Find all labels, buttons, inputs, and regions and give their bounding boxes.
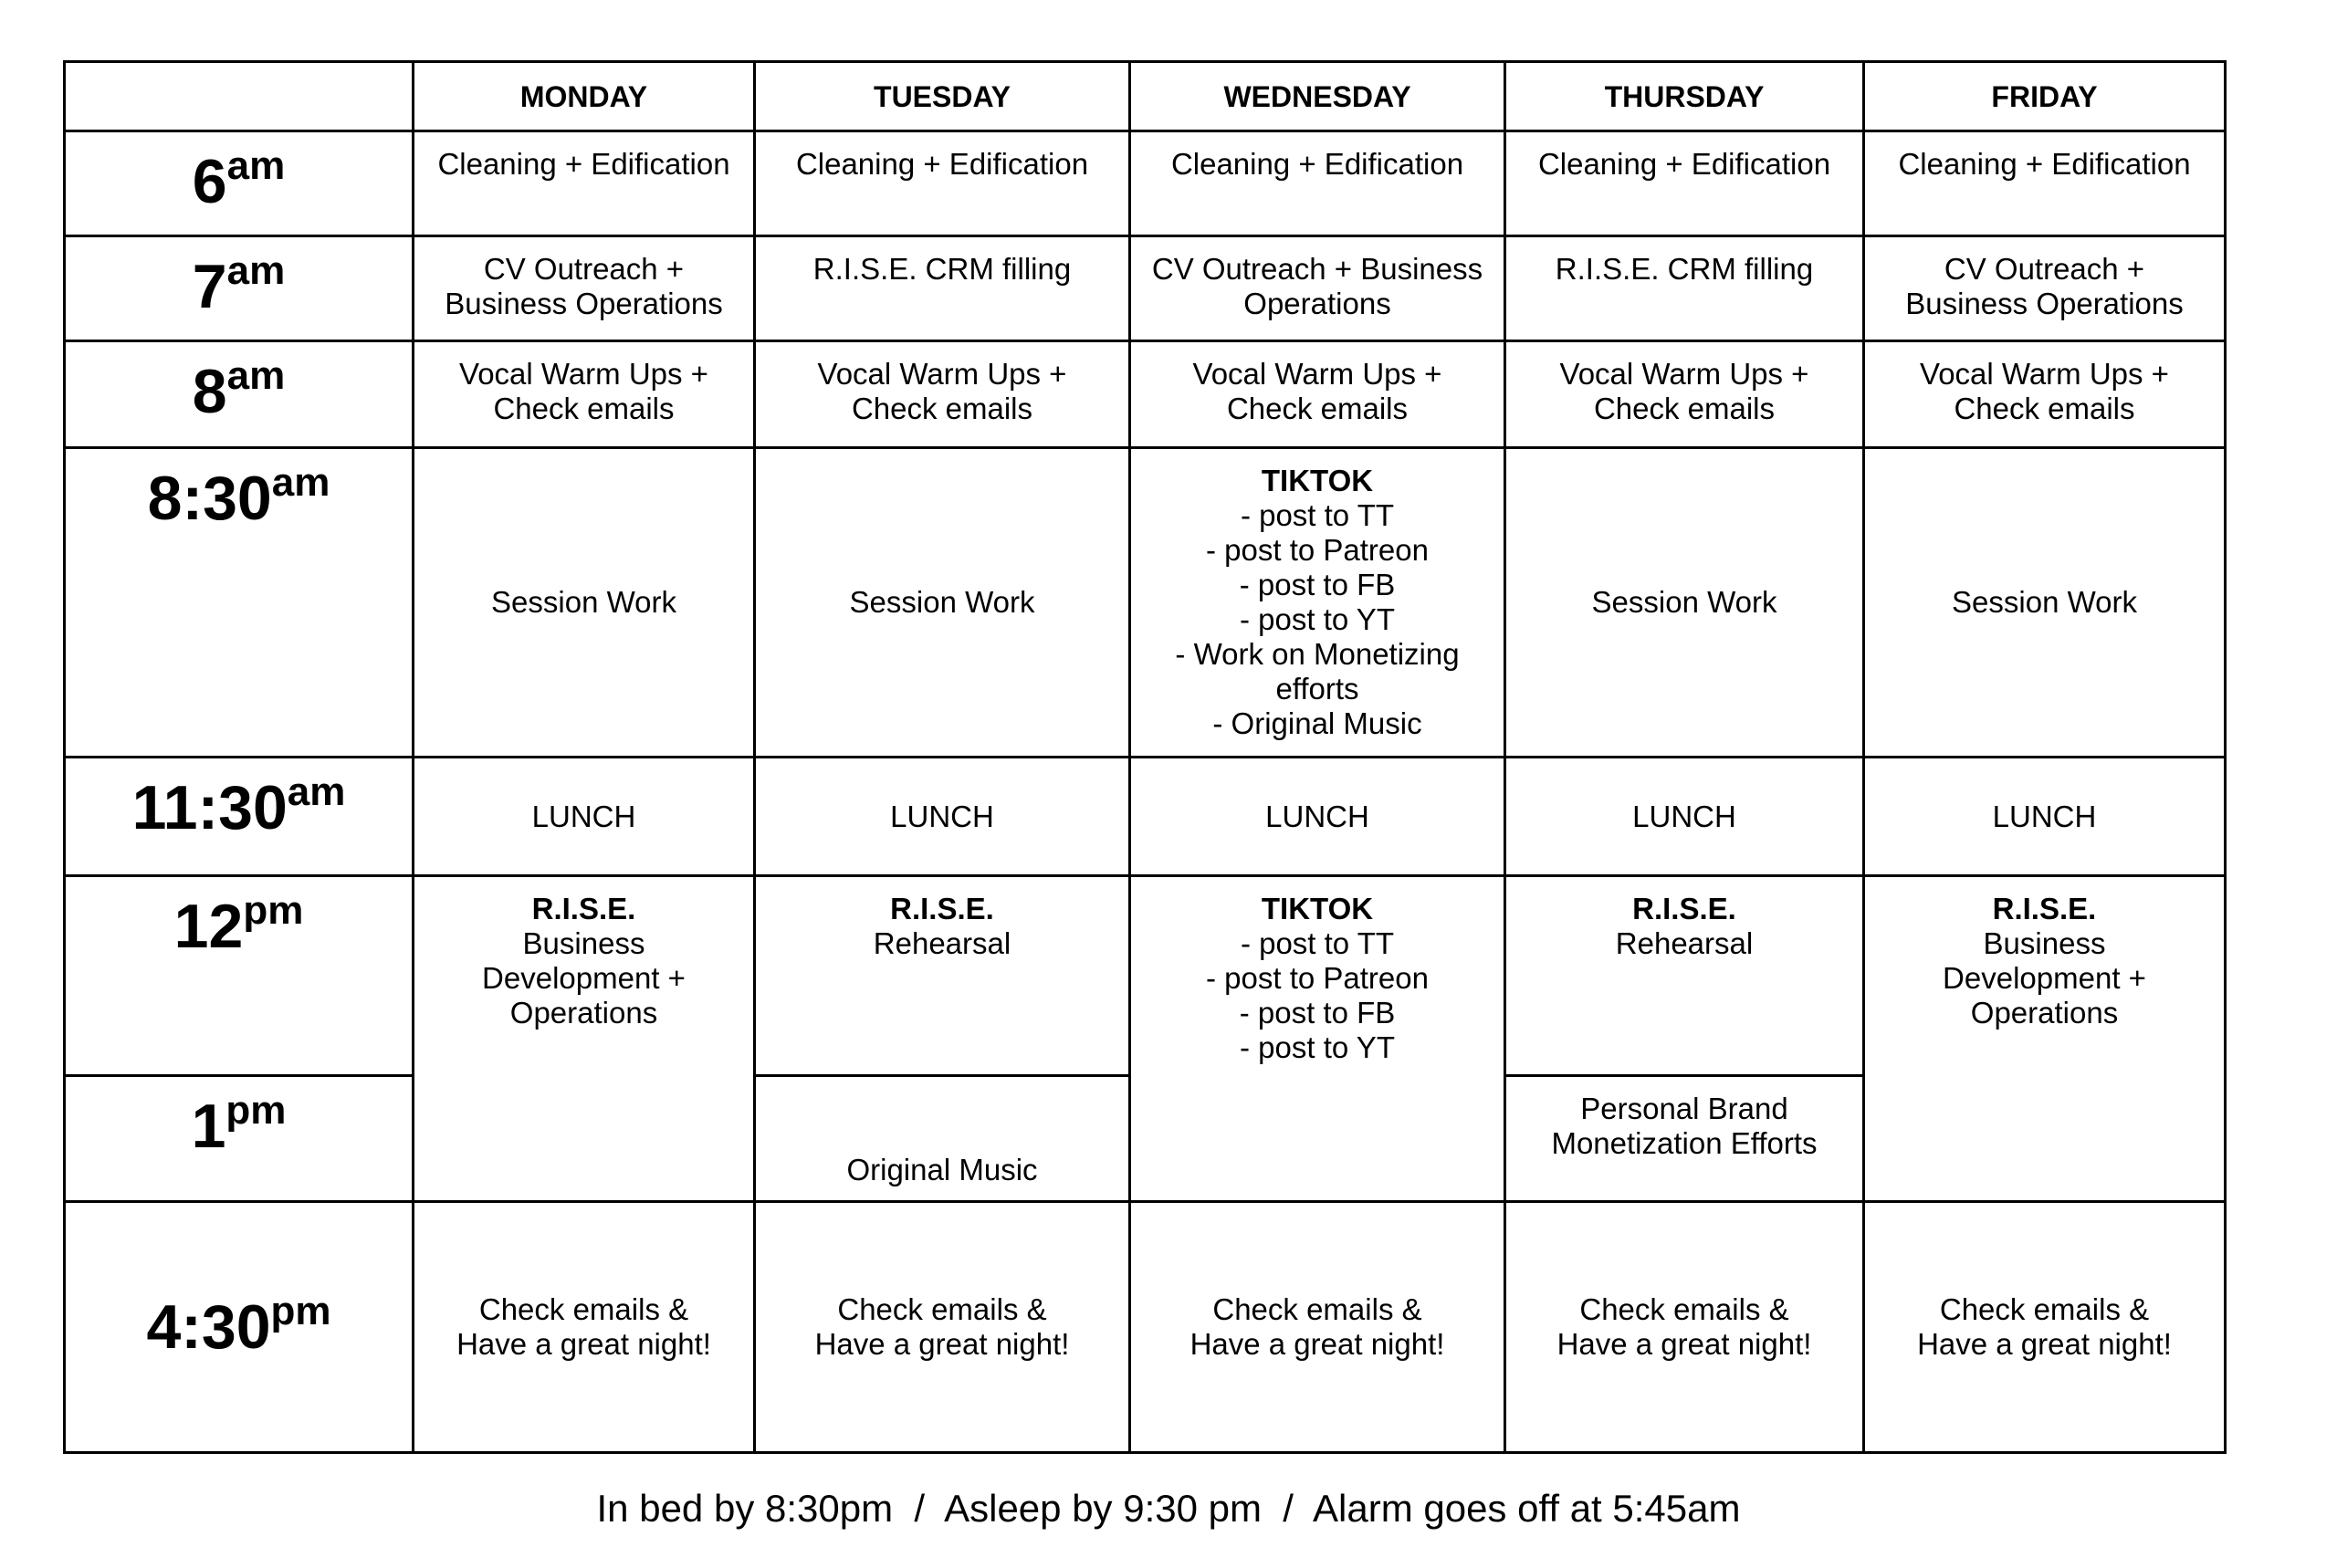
corner-cell xyxy=(65,62,414,131)
time-cell-8am xyxy=(65,341,414,448)
cell-monday-8am: Vocal Warm Ups + Check emails xyxy=(414,341,755,448)
cell-friday-12pm: R.I.S.E. Business Development + Operations xyxy=(1864,876,2226,1202)
time-cell-6am xyxy=(65,131,414,236)
cell-tuesday-430pm: Check emails & Have a great night! xyxy=(755,1202,1130,1453)
row-8am xyxy=(65,341,2226,448)
cell-friday-7am: CV Outreach + Business Operations xyxy=(1864,236,2226,341)
cell-wednesday-12pm: TIKTOK - post to TT - post to Patreon - post to FB - post to YT xyxy=(1130,876,1505,1202)
cell-tuesday-lunch: LUNCH xyxy=(755,758,1130,876)
row-1130am xyxy=(65,758,2226,876)
cell-tuesday-6am: Cleaning + Edification xyxy=(755,131,1130,236)
row-6am xyxy=(65,131,2226,236)
time-cell-7am xyxy=(65,236,414,341)
task-item: - Work on Monetizing xyxy=(1175,637,1460,671)
time-label: $1^{pm}$ xyxy=(191,1088,287,1161)
time-label: $11:30^{am}$ xyxy=(131,769,346,842)
cell-monday-830am: Session Work xyxy=(414,448,755,758)
task-item: - post to TT xyxy=(1240,498,1395,532)
time-label: $8^{am}$ xyxy=(192,353,286,426)
cell-monday-6am: Cleaning + Edification xyxy=(414,131,755,236)
cell-friday-6am: Cleaning + Edification xyxy=(1864,131,2226,236)
cell-friday-lunch: LUNCH xyxy=(1864,758,2226,876)
cell-thursday-830am: Session Work xyxy=(1505,448,1864,758)
cell-friday-430pm: Check emails & Have a great night! xyxy=(1864,1202,2226,1453)
cell-wednesday-8am: Vocal Warm Ups + Check emails xyxy=(1130,341,1505,448)
task-item: - Original Music xyxy=(1212,706,1422,740)
time-label: $7^{am}$ xyxy=(192,248,286,321)
day-header-monday: MONDAY xyxy=(414,62,755,131)
cell-wednesday-830am xyxy=(1130,448,1505,758)
row-430pm xyxy=(65,1202,2226,1453)
day-header-friday: FRIDAY xyxy=(1864,62,2226,131)
cell-monday-7am: CV Outreach + Business Operations xyxy=(414,236,755,341)
cell-thursday-lunch: LUNCH xyxy=(1505,758,1864,876)
sleep-schedule-footer: In bed by 8:30pm / Asleep by 9:30 pm / Alarm goes off at 5:45am xyxy=(596,1487,1741,1530)
tiktok-title: TIKTOK xyxy=(1261,464,1374,497)
cell-monday-430pm: Check emails & Have a great night! xyxy=(414,1202,755,1453)
cell-tuesday-12pm: R.I.S.E. Rehearsal xyxy=(755,876,1130,1076)
cell-friday-8am: Vocal Warm Ups + Check emails xyxy=(1864,341,2226,448)
cell-wednesday-430pm: Check emails & Have a great night! xyxy=(1130,1202,1505,1453)
cell-thursday-8am: Vocal Warm Ups + Check emails xyxy=(1505,341,1864,448)
task-item: - post to FB xyxy=(1239,568,1396,601)
cell-wednesday-lunch: LUNCH xyxy=(1130,758,1505,876)
row-830am xyxy=(65,448,2226,758)
task-item: - post to Patreon xyxy=(1206,533,1429,567)
cell-tuesday-7am: R.I.S.E. CRM filling xyxy=(755,236,1130,341)
cell-tuesday-830am: Session Work xyxy=(755,448,1130,758)
cell-tuesday-8am: Vocal Warm Ups + Check emails xyxy=(755,341,1130,448)
time-cell-430pm xyxy=(65,1202,414,1453)
weekly-schedule-table xyxy=(63,60,2227,1454)
cell-wednesday-6am: Cleaning + Edification xyxy=(1130,131,1505,236)
time-label: $6^{am}$ xyxy=(192,143,286,216)
time-cell-12pm xyxy=(65,876,414,1076)
cell-thursday-1pm: Personal Brand Monetization Efforts xyxy=(1505,1076,1864,1202)
cell-thursday-7am: R.I.S.E. CRM filling xyxy=(1505,236,1864,341)
row-12pm xyxy=(65,876,2226,1076)
cell-friday-830am: Session Work xyxy=(1864,448,2226,758)
day-header-wednesday: WEDNESDAY xyxy=(1130,62,1505,131)
cell-monday-lunch: LUNCH xyxy=(414,758,755,876)
cell-monday-12pm: R.I.S.E. Business Development + Operations xyxy=(414,876,755,1202)
cell-thursday-6am: Cleaning + Edification xyxy=(1505,131,1864,236)
task-item: efforts xyxy=(1275,672,1359,706)
header-row xyxy=(65,62,2226,131)
row-7am xyxy=(65,236,2226,341)
time-label: $8:30^{am}$ xyxy=(147,460,330,533)
time-cell-830am xyxy=(65,448,414,758)
cell-wednesday-7am: CV Outreach + Business Operations xyxy=(1130,236,1505,341)
day-header-thursday: THURSDAY xyxy=(1505,62,1864,131)
time-cell-1130am xyxy=(65,758,414,876)
cell-tuesday-1pm: Original Music xyxy=(755,1076,1130,1202)
task-item: - post to YT xyxy=(1240,602,1395,636)
time-cell-1pm xyxy=(65,1076,414,1202)
cell-thursday-430pm: Check emails & Have a great night! xyxy=(1505,1202,1864,1453)
cell-thursday-12pm: R.I.S.E. Rehearsal xyxy=(1505,876,1864,1076)
day-header-tuesday: TUESDAY xyxy=(755,62,1130,131)
time-label: $12^{pm}$ xyxy=(173,888,304,961)
time-label: $4:30^{pm}$ xyxy=(146,1289,331,1362)
